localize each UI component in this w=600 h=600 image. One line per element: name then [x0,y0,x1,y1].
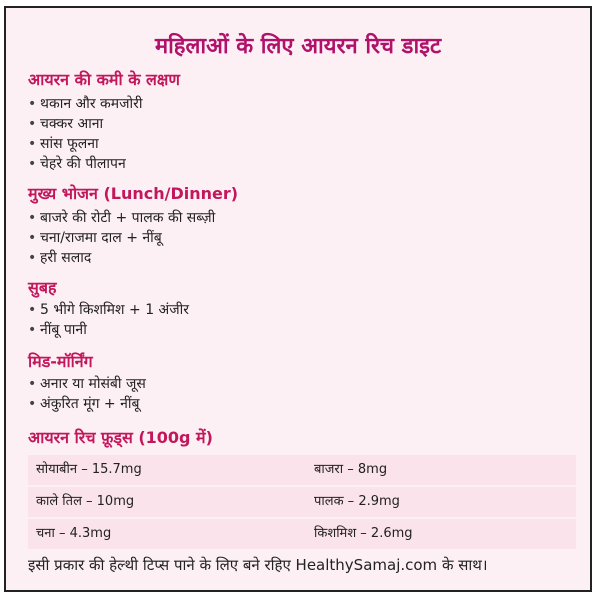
table-cell: बाजरा – 8mg [314,462,388,477]
list-item: • हरी सलाद [28,248,215,268]
morning-list [28,300,189,340]
symptoms-list [28,94,143,174]
section-heading-mid-morning: मिड-मॉर्निंग [28,352,93,371]
section-heading-iron-foods: आयरन रिच फ़ूड्स (100g में) [28,428,213,447]
footer-text: इसी प्रकार की हेल्थी टिप्स पाने के लिए बने रहिए HealthySamaj.com के साथ। [28,556,488,574]
list-item: • अंकुरित मूंग + नींबू [28,394,146,414]
table-cell: चना – 4.3mg [36,526,112,541]
iron-foods-table [28,455,576,549]
diet-card [4,6,592,592]
list-item: • अनार या मोसंबी जूस [28,374,146,394]
table-cell: पालक – 2.9mg [314,494,400,509]
list-item: • चना/राजमा दाल + नींबू [28,228,215,248]
mid-morning-list [28,374,146,414]
table-cell: किशमिश – 2.6mg [314,526,413,541]
list-item: • नींबू पानी [28,320,189,340]
section-heading-main-meal: मुख्य भोजन (Lunch/Dinner) [28,184,239,203]
table-cell: काले तिल – 10mg [36,494,135,509]
list-item: • सांस फूलना [28,134,143,154]
list-item: • 5 भीगे किशमिश + 1 अंजीर [28,300,189,320]
list-item: • बाजरे की रोटी + पालक की सब्ज़ी [28,208,215,228]
table-row [28,487,576,517]
section-heading-morning: सुबह [28,278,57,297]
table-cell: सोयाबीन – 15.7mg [36,462,142,477]
list-item: • चेहरे की पीलापन [28,154,143,174]
section-heading-symptoms: आयरन की कमी के लक्षण [28,70,180,89]
table-row [28,519,576,549]
list-item: • चक्कर आना [28,114,143,134]
main-meal-list [28,208,215,268]
list-item: • थकान और कमजोरी [28,94,143,114]
table-row [28,455,576,485]
page-title: महिलाओं के लिए आयरन रिच डाइट [154,34,442,59]
